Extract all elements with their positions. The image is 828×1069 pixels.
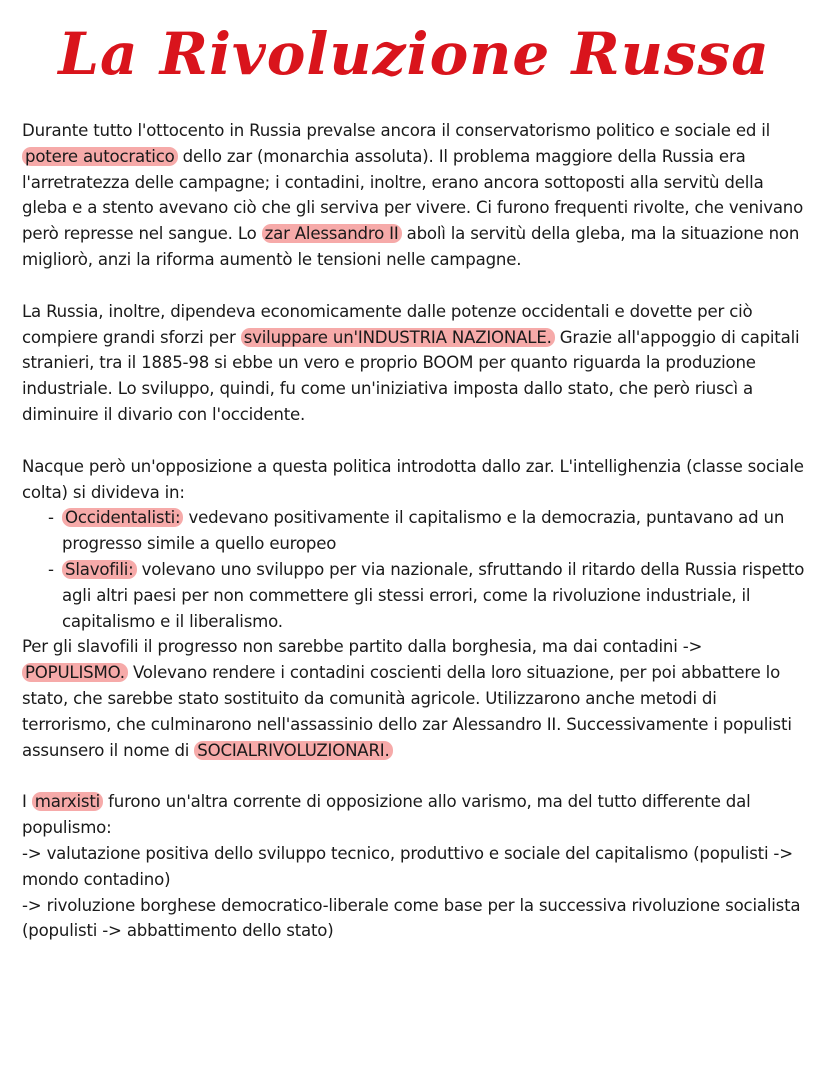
highlight-populismo: POPULISMO. bbox=[22, 663, 128, 682]
list-item-text: vedevano positivamente il capitalismo e la democrazia, puntavano ad un progresso simile a quello europeo bbox=[62, 508, 785, 554]
paragraph-industria bbox=[22, 299, 806, 428]
list-item-slavofili bbox=[48, 557, 806, 634]
text-run: Per gli slavofili il progresso non sarebbe partito dalla borghesia, ma dai contadini -> bbox=[22, 637, 703, 657]
paragraph-autocrazia bbox=[22, 118, 806, 273]
dash-marker: - bbox=[48, 559, 54, 579]
highlight-potere-autocratico: potere autocratico bbox=[22, 147, 178, 166]
text-run: Nacque però un'opposizione a questa politica introdotta dallo zar. L'intellighenzia (classe sociale colta) si divideva in: bbox=[22, 456, 804, 502]
highlight-occidentalisti: Occidentalisti: bbox=[62, 508, 183, 527]
marxisti-intro bbox=[22, 789, 806, 841]
list-item-occidentalisti bbox=[48, 505, 806, 557]
marxisti-point-1: -> valutazione positiva dello sviluppo tecnico, produttivo e sociale del capitalismo (populisti -> mondo contadino) bbox=[22, 843, 793, 889]
text-run: Durante tutto l'ottocento in Russia prevalse ancora il conservatorismo politico e sociale ed il bbox=[22, 121, 771, 140]
highlight-marxisti: marxisti bbox=[32, 792, 103, 811]
paragraph-marxisti bbox=[22, 789, 806, 944]
text-run: I bbox=[22, 792, 32, 812]
highlight-zar-alessandro: zar Alessandro II bbox=[262, 224, 402, 243]
highlight-socialrivoluzionari: SOCIALRIVOLUZIONARI. bbox=[194, 741, 392, 760]
text-run: Grazie all'appoggio di capitali stranieri, tra il 1885-98 si ebbe un vero e proprio BOOM per quanto riguarda la produzione industriale. Lo sviluppo, quindi, fu come un'iniziativa imposta dallo stato, che però riuscì a diminuire il divario con l'occidente. bbox=[22, 327, 800, 424]
text-run: dello zar (monarchia assoluta). Il problema maggiore della Russia era l'arretratezza delle campagne; i contadini, inoltre, erano ancora sottoposti alla servitù della gleba e a stento avevano ciò che gli serviva per vivere. Ci furono frequenti rivolte, che venivano però represse nel sangue. Lo bbox=[22, 146, 804, 244]
text-run: La Russia, inoltre, dipendeva economicamente dalle potenze occidentali e dovette per ciò compiere grandi sforzi per bbox=[22, 301, 753, 347]
dash-marker: - bbox=[48, 508, 54, 528]
highlight-slavofili: Slavofili: bbox=[62, 560, 137, 579]
marxisti-point-2: -> rivoluzione borghese democratico-liberale come base per la successiva rivoluzione socialista (populisti -> abbattimento dello stato) bbox=[22, 895, 801, 941]
document-body bbox=[22, 118, 806, 944]
paragraph-opposizione bbox=[22, 454, 806, 764]
text-run: abolì la servitù della gleba, ma la situazione non migliorò, anzi la riforma aumentò le tensioni nelle campagne. bbox=[22, 224, 800, 269]
list-item-text: volevano uno sviluppo per via nazionale, sfruttando il ritardo della Russia rispetto agli altri paesi per non commettere gli stessi errori, come la rivoluzione industriale, il capitalismo e il liberalismo. bbox=[62, 559, 805, 631]
page-title: La Rivoluzione Russa bbox=[58, 20, 770, 88]
highlight-industria-nazionale: sviluppare un'INDUSTRIA NAZIONALE. bbox=[241, 328, 555, 347]
text-run: furono un'altra corrente di opposizione allo varismo, ma del tutto differente dal populismo: bbox=[22, 792, 751, 838]
text-run: Volevano rendere i contadini coscienti della loro situazione, per poi abbattere lo stato, che sarebbe stato sostituito da comunità agricole. Utilizzarono anche metodi di terrorismo, che culminarono nell'assassinio dello zar Alessandro II. Successivamente i populisti assunsero il nome di bbox=[22, 663, 792, 760]
intellighenzia-list bbox=[22, 505, 806, 634]
